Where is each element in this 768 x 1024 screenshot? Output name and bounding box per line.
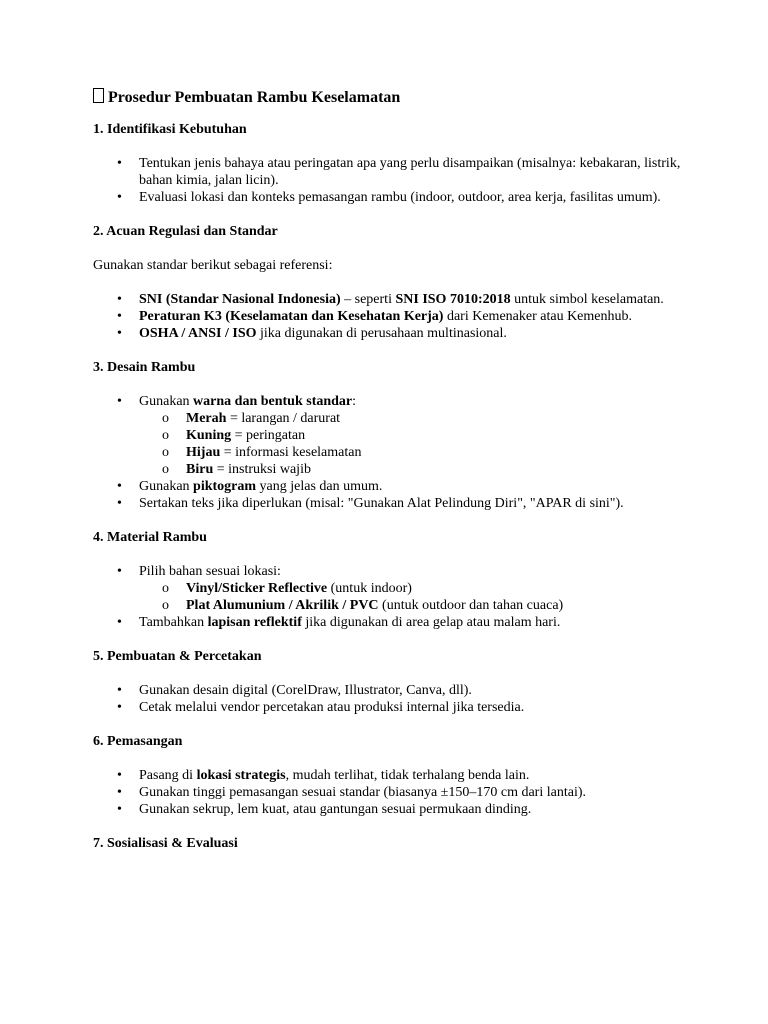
bullet-icon: • bbox=[117, 190, 122, 205]
list-item: • Tambahkan lapisan reflektif jika digunakan di area gelap atau malam hari. bbox=[117, 615, 561, 630]
list-item: • SNI (Standar Nasional Indonesia) – seperti SNI ISO 7010:2018 untuk simbol keselamatan. bbox=[117, 292, 664, 307]
bullet-icon: • bbox=[117, 496, 122, 511]
paragraph: Gunakan standar berikut sebagai referensi: bbox=[93, 258, 333, 273]
section-heading-desain: 3. Desain Rambu bbox=[93, 360, 196, 375]
sub-list-item: o Vinyl/Sticker Reflective (untuk indoor) bbox=[162, 581, 412, 596]
sub-list bbox=[139, 580, 683, 614]
list-item: • Sertakan teks jika diperlukan (misal: "Gunakan Alat Pelindung Diri", "APAR di sini"). bbox=[117, 496, 624, 511]
sub-list-item: o Merah = larangan / darurat bbox=[162, 411, 341, 426]
bullet-list bbox=[93, 291, 683, 342]
bullet-icon: • bbox=[117, 156, 122, 171]
sub-bullet-icon: o bbox=[162, 411, 169, 426]
section-heading-identifikasi: 1. Identifikasi Kebutuhan bbox=[93, 122, 247, 137]
list-item: • Gunakan piktogram yang jelas dan umum. bbox=[117, 479, 383, 494]
sub-bullet-icon: o bbox=[162, 428, 169, 443]
section-heading-material: 4. Material Rambu bbox=[93, 530, 207, 545]
bullet-list bbox=[93, 393, 683, 512]
sub-bullet-icon: o bbox=[162, 462, 169, 477]
list-item: • Gunakan desain digital (CorelDraw, Illustrator, Canva, dll). bbox=[117, 683, 472, 698]
list-item: • Tentukan jenis bahaya atau peringatan apa yang perlu disampaikan (misalnya: kebakaran, listrik, bahan kimia, jalan licin). bbox=[117, 156, 681, 188]
bullet-list bbox=[93, 155, 683, 206]
sub-list-item: o Kuning = peringatan bbox=[162, 428, 306, 443]
list-item: • Gunakan sekrup, lem kuat, atau gantungan sesuai permukaan dinding. bbox=[117, 802, 532, 817]
bullet-icon: • bbox=[117, 768, 122, 783]
bullet-icon: • bbox=[117, 292, 122, 307]
list-item: • Evaluasi lokasi dan konteks pemasangan rambu (indoor, outdoor, area kerja, fasilitas umum). bbox=[117, 190, 661, 205]
sub-bullet-icon: o bbox=[162, 445, 169, 460]
bullet-icon: • bbox=[117, 683, 122, 698]
section-heading-regulasi: 2. Acuan Regulasi dan Standar bbox=[93, 224, 278, 239]
list-item: • Peraturan K3 (Keselamatan dan Kesehatan Kerja) dari Kemenaker atau Kemenhub. bbox=[117, 309, 632, 324]
document-page bbox=[93, 88, 683, 869]
sub-list bbox=[139, 410, 683, 478]
sub-bullet-icon: o bbox=[162, 598, 169, 613]
bullet-icon: • bbox=[117, 564, 122, 579]
bullet-icon: • bbox=[117, 309, 122, 324]
bullet-list bbox=[93, 682, 683, 716]
bullet-icon: • bbox=[117, 802, 122, 817]
list-item: • Gunakan tinggi pemasangan sesuai standar (biasanya ±150–170 cm dari lantai). bbox=[117, 785, 586, 800]
document-title-text: Prosedur Pembuatan Rambu Keselamatan bbox=[108, 89, 401, 106]
section-heading-percetakan: 5. Pembuatan & Percetakan bbox=[93, 649, 262, 664]
list-item: • Pilih bahan sesuai lokasi: o Vinyl/Sticker Reflective (untuk indoor) o Plat Alumunium / Akrilik / PVC (untuk outdoor dan tahan cuaca) bbox=[139, 563, 683, 614]
bullet-list bbox=[93, 767, 683, 818]
list-item: • Pasang di lokasi strategis, mudah terlihat, tidak terhalang benda lain. bbox=[117, 768, 530, 783]
sub-list-item: o Plat Alumunium / Akrilik / PVC (untuk outdoor dan tahan cuaca) bbox=[162, 598, 564, 613]
bullet-icon: • bbox=[117, 479, 122, 494]
bullet-icon: • bbox=[117, 785, 122, 800]
document-title bbox=[93, 88, 683, 108]
list-item: • Gunakan warna dan bentuk standar: o Merah = larangan / darurat o Kuning = peringatan o Hijau = informasi keselamatan o Biru = instruksi wajib bbox=[139, 393, 683, 478]
section-heading-evaluasi: 7. Sosialisasi & Evaluasi bbox=[93, 836, 238, 851]
bullet-icon: • bbox=[117, 615, 122, 630]
sub-list-item: o Biru = instruksi wajib bbox=[162, 462, 311, 477]
bullet-icon: • bbox=[117, 700, 122, 715]
bullet-list bbox=[93, 563, 683, 631]
bullet-icon: • bbox=[117, 326, 122, 341]
sub-list-item: o Hijau = informasi keselamatan bbox=[162, 445, 362, 460]
list-item: • OSHA / ANSI / ISO jika digunakan di perusahaan multinasional. bbox=[117, 326, 507, 341]
missing-glyph-icon bbox=[93, 88, 104, 103]
sub-bullet-icon: o bbox=[162, 581, 169, 596]
section-heading-pemasangan: 6. Pemasangan bbox=[93, 734, 183, 749]
list-item: • Cetak melalui vendor percetakan atau produksi internal jika tersedia. bbox=[117, 700, 525, 715]
bullet-icon: • bbox=[117, 394, 122, 409]
